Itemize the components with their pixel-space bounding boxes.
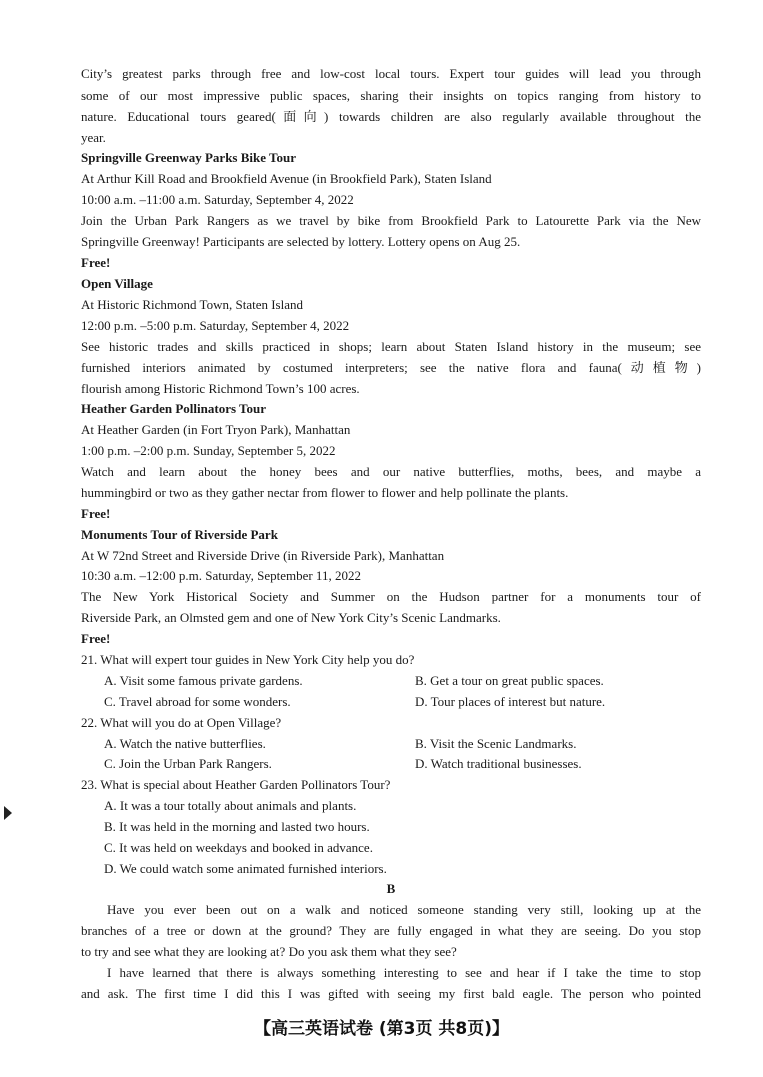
event-time: 12:00 p.m. –5:00 p.m. Saturday, September 4, 2022: [81, 318, 350, 333]
event-title: Heather Garden Pollinators Tour: [81, 401, 267, 416]
answer-option: C. Travel abroad for some wonders.: [104, 694, 291, 709]
answer-option: B. Get a tour on great public spaces.: [415, 673, 604, 688]
event-location: At Arthur Kill Road and Brookfield Avenue (in Brookfield Park), Staten Island: [81, 171, 492, 186]
answer-option: D. Watch traditional businesses.: [415, 756, 582, 771]
passage-line: and ask. The first time I did this I was gifted with seeing my first bald eagle. The person who pointed: [81, 986, 701, 1001]
event-desc: flourish among Historic Richmond Town’s 100 acres.: [81, 381, 360, 396]
passage-line: Have you ever been out on a walk and noticed someone standing very still, looking up at the: [107, 902, 701, 917]
event-desc: Springville Greenway! Participants are selected by lottery. Lottery opens on Aug 25.: [81, 234, 521, 249]
event-time: 10:00 a.m. –11:00 a.m. Saturday, September 4, 2022: [81, 192, 354, 207]
event-desc: Watch and learn about the honey bees and our native butterflies, moths, bees, and maybe a: [81, 464, 701, 479]
answer-option: C. It was held on weekdays and booked in advance.: [104, 840, 373, 855]
event-title: Springville Greenway Parks Bike Tour: [81, 150, 297, 165]
page-footer: 【高三英语试卷 (第3页 共8页)】: [253, 1019, 510, 1039]
intro-line: City’s greatest parks through free and low-cost local tours. Expert tour guides will lead you through: [81, 66, 701, 81]
passage-line: branches of a tree or down at the ground? They are fully engaged in what they are seeing. Do you stop: [81, 923, 701, 938]
answer-option: D. Tour places of interest but nature.: [415, 694, 606, 709]
answer-option: A. Visit some famous private gardens.: [104, 673, 303, 688]
answer-option: B. Visit the Scenic Landmarks.: [415, 736, 577, 751]
event-desc: Join the Urban Park Rangers as we travel by bike from Brookfield Park to Latourette Park via the New: [81, 213, 701, 228]
event-desc: Riverside Park, an Olmsted gem and one of New York City’s Scenic Landmarks.: [81, 610, 501, 625]
event-desc: hummingbird or two as they gather nectar from flower to flower and help pollinate the plants.: [81, 485, 569, 500]
event-desc: The New York Historical Society and Summer on the Hudson partner for a monuments tour of: [81, 589, 701, 604]
event-price: Free!: [81, 255, 111, 270]
event-desc: furnished interiors animated by costumed interpreters; see the native flora and fauna(动植物): [81, 360, 701, 375]
event-location: At Heather Garden (in Fort Tryon Park), Manhattan: [81, 422, 351, 437]
passage-line: I have learned that there is always something interesting to see and hear if I take the time to stop: [107, 965, 701, 980]
answer-option: D. We could watch some animated furnished interiors.: [104, 861, 387, 876]
event-price: Free!: [81, 631, 111, 646]
answer-option: B. It was held in the morning and lasted two hours.: [104, 819, 370, 834]
answer-option: C. Join the Urban Park Rangers.: [104, 756, 272, 771]
event-desc: See historic trades and skills practiced in shops; learn about Staten Island history in the museum; see: [81, 339, 701, 354]
event-title: Open Village: [81, 276, 153, 291]
answer-option: A. Watch the native butterflies.: [104, 736, 266, 751]
intro-line: some of our most impressive public spaces, sharing their insights on topics ranging from history to: [81, 88, 701, 103]
event-time: 10:30 a.m. –12:00 p.m. Saturday, September 11, 2022: [81, 568, 361, 583]
event-time: 1:00 p.m. –2:00 p.m. Sunday, September 5, 2022: [81, 443, 336, 458]
question-stem: 21. What will expert tour guides in New York City help you do?: [81, 652, 415, 667]
event-location: At Historic Richmond Town, Staten Island: [81, 297, 303, 312]
passage-line: to try and see what they are looking at? Do you ask them what they see?: [81, 944, 457, 959]
event-price: Free!: [81, 506, 111, 521]
section-heading: B: [386, 881, 396, 896]
intro-line: nature. Educational tours geared(面向) towards children are also regularly available throughout the: [81, 109, 701, 124]
binding-mark-icon: [4, 806, 12, 820]
question-stem: 23. What is special about Heather Garden Pollinators Tour?: [81, 777, 391, 792]
event-title: Monuments Tour of Riverside Park: [81, 527, 278, 542]
answer-option: A. It was a tour totally about animals and plants.: [104, 798, 357, 813]
question-stem: 22. What will you do at Open Village?: [81, 715, 282, 730]
event-location: At W 72nd Street and Riverside Drive (in Riverside Park), Manhattan: [81, 548, 445, 563]
intro-line: year.: [81, 130, 106, 145]
